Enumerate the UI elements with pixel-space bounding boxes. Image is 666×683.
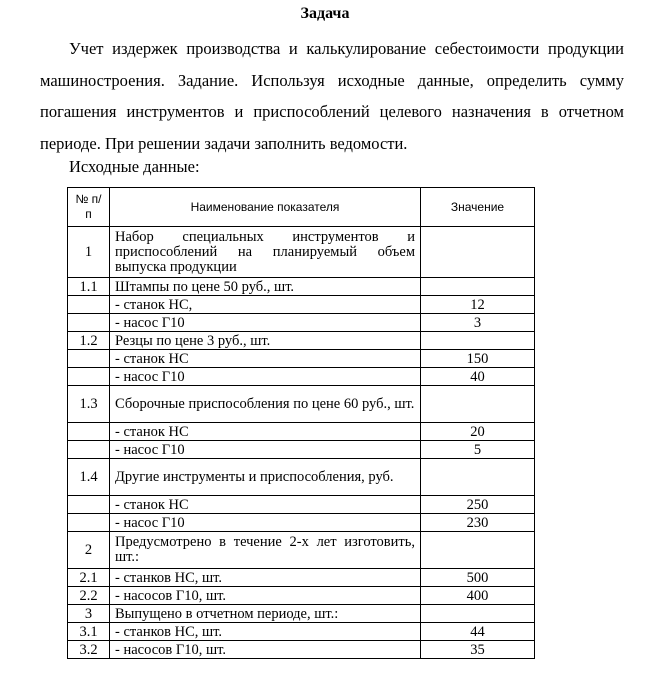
row-name: - насос Г10	[110, 314, 421, 332]
row-value	[421, 459, 535, 496]
table-row	[68, 623, 535, 641]
row-value: 150	[421, 350, 535, 368]
row-number: 3.1	[68, 623, 110, 641]
row-name: Предусмотрено в течение 2-х лет изготовить, шт.:	[110, 532, 421, 569]
table-row	[68, 496, 535, 514]
row-number: 1.3	[68, 386, 110, 423]
row-value: 12	[421, 296, 535, 314]
row-value: 40	[421, 368, 535, 386]
row-value	[421, 332, 535, 350]
source-data-heading: Исходные данные:	[69, 157, 200, 176]
row-value	[421, 386, 535, 423]
row-name: Другие инструменты и приспособления, руб.	[110, 459, 421, 496]
table-row	[68, 314, 535, 332]
row-number: 1.4	[68, 459, 110, 496]
row-number: 2	[68, 532, 110, 569]
table-row	[68, 605, 535, 623]
row-value: 400	[421, 587, 535, 605]
row-value: 500	[421, 569, 535, 587]
row-value	[421, 278, 535, 296]
row-number: 2.1	[68, 569, 110, 587]
row-number	[68, 441, 110, 459]
row-value: 20	[421, 423, 535, 441]
table-row	[68, 368, 535, 386]
table-row	[68, 532, 535, 569]
row-value: 35	[421, 641, 535, 659]
row-name: Штампы по цене 50 руб., шт.	[110, 278, 421, 296]
table-row	[68, 459, 535, 496]
table-row	[68, 350, 535, 368]
table-header-row	[68, 188, 535, 227]
row-number: 3.2	[68, 641, 110, 659]
row-number	[68, 423, 110, 441]
row-value	[421, 605, 535, 623]
row-name: - станок НС	[110, 350, 421, 368]
row-name: - станков НС, шт.	[110, 623, 421, 641]
task-paragraph: Учет издержек производства и калькулирование себестоимости продукции машиностроения. Задание. Используя исходные данные, определить сумму погашения инструментов и приспособлений целевого назначения в отчетном периоде. При решении задачи заполнить ведомости.	[40, 39, 624, 153]
table-row	[68, 514, 535, 532]
row-number	[68, 296, 110, 314]
row-value: 5	[421, 441, 535, 459]
row-value	[421, 532, 535, 569]
row-number	[68, 314, 110, 332]
row-name: - станок НС	[110, 496, 421, 514]
header-indicator-name: Наименование показателя	[110, 188, 421, 227]
row-value: 3	[421, 314, 535, 332]
row-name: - станок НС	[110, 423, 421, 441]
row-name: Сборочные приспособления по цене 60 руб., шт.	[110, 386, 421, 423]
row-number	[68, 496, 110, 514]
row-number: 1.2	[68, 332, 110, 350]
row-number	[68, 368, 110, 386]
row-name: - станков НС, шт.	[110, 569, 421, 587]
row-name: - насос Г10	[110, 368, 421, 386]
row-name: Выпущено в отчетном периоде, шт.:	[110, 605, 421, 623]
table-row	[68, 587, 535, 605]
table-row	[68, 641, 535, 659]
row-number: 2.2	[68, 587, 110, 605]
header-value: Значение	[421, 188, 535, 227]
row-value: 230	[421, 514, 535, 532]
row-number	[68, 350, 110, 368]
row-name: - насос Г10	[110, 514, 421, 532]
table-row	[68, 386, 535, 423]
table-row	[68, 441, 535, 459]
table-row	[68, 423, 535, 441]
row-number: 3	[68, 605, 110, 623]
source-data-table	[67, 187, 535, 659]
row-number: 1	[68, 227, 110, 278]
row-value: 250	[421, 496, 535, 514]
row-number: 1.1	[68, 278, 110, 296]
row-name: Резцы по цене 3 руб., шт.	[110, 332, 421, 350]
row-name: - насос Г10	[110, 441, 421, 459]
table-row	[68, 227, 535, 278]
table-row	[68, 296, 535, 314]
table-row	[68, 332, 535, 350]
row-name: - станок НС,	[110, 296, 421, 314]
row-name: - насосов Г10, шт.	[110, 587, 421, 605]
row-name: Набор специальных инструментов и приспособлений на планируемый объем выпуска продукции	[110, 227, 421, 278]
row-number	[68, 514, 110, 532]
row-name: - насосов Г10, шт.	[110, 641, 421, 659]
table-row	[68, 278, 535, 296]
header-number: № п/п	[68, 188, 110, 227]
row-value: 44	[421, 623, 535, 641]
row-value	[421, 227, 535, 278]
document-title: Задача	[300, 5, 350, 22]
table-row	[68, 569, 535, 587]
